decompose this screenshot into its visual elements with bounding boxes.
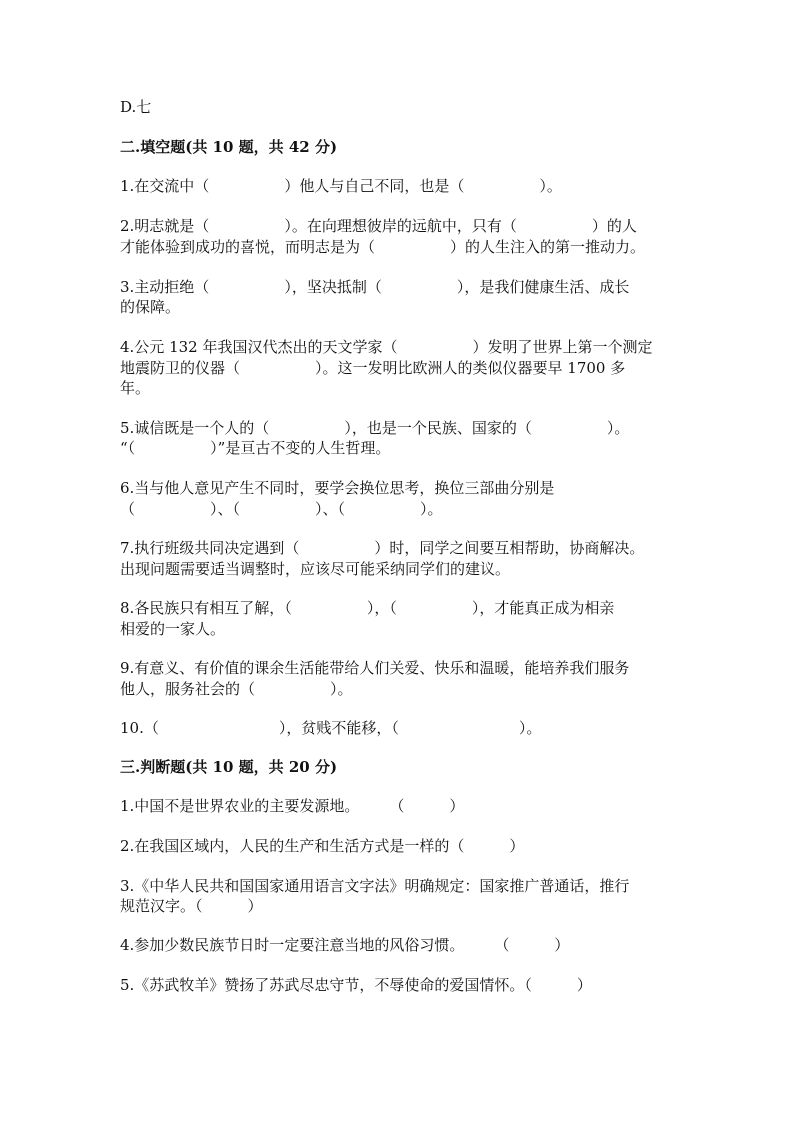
- judge-item-3-line-2: 规范汉字。（ ）: [120, 897, 263, 915]
- judge-item-4-line-1: 4.参加少数民族节日时一定要注意当地的风俗习惯。 （ ）: [120, 936, 570, 954]
- judge-item-2-line-1: 2.在我国区域内，人民的生产和生活方式是一样的（ ）: [120, 837, 525, 855]
- fill-item-9-line-1: 9.有意义、有价值的课余生活能带给人们关爱、快乐和温暖，能培养我们服务: [120, 659, 630, 677]
- judge-item-1-line-1: 1.中国不是世界农业的主要发源地。 （ ）: [120, 797, 465, 815]
- fill-item-3-line-1: 3.主动拒绝（ ），坚决抵制（ ），是我们健康生活、成长: [120, 278, 630, 296]
- fill-item-8-line-1: 8.各民族只有相互了解，（ ），（ ），才能真正成为相亲: [120, 599, 615, 617]
- option-d: D.七: [120, 98, 152, 116]
- fill-item-2-line-2: 才能体验到成功的喜悦，而明志是为（ ）的人生注入的第一推动力。: [120, 238, 646, 256]
- fill-item-7-line-1: 7.执行班级共同决定遇到（ ）时，同学之间要互相帮助，协商解决。: [120, 539, 645, 557]
- fill-item-5-line-2: “（ ）”是亘古不变的人生哲理。: [120, 439, 391, 457]
- fill-item-2-line-1: 2.明志就是（ ）。在向理想彼岸的远航中，只有（ ）的人: [120, 217, 637, 235]
- fill-item-4-line-3: 年。: [120, 379, 151, 397]
- fill-item-4-line-2: 地震防卫的仪器（ ）。这一发明比欧洲人的类似仪器要早 1700 多: [120, 359, 626, 377]
- section-2-title: 二.填空题(共 10 题，共 42 分): [120, 138, 338, 156]
- judge-item-3-line-1: 3.《中华人民共和国国家通用语言文字法》明确规定：国家推广普通话，推行: [120, 877, 630, 895]
- fill-item-6-line-1: 6.当与他人意见产生不同时，要学会换位思考，换位三部曲分别是: [120, 479, 555, 497]
- fill-item-1-line-1: 1.在交流中（ ）他人与自己不同，也是（ ）。: [120, 177, 562, 195]
- fill-item-4-line-1: 4.公元 132 年我国汉代杰出的天文学家（ ）发明了世界上第一个测定: [120, 338, 653, 356]
- judge-item-5-line-1: 5.《苏武牧羊》赞扬了苏武尽忠守节，不辱使命的爱国情怀。（ ）: [120, 976, 592, 994]
- fill-item-10-line-1: 10.（ ），贫贱不能移，（ ）。: [120, 719, 542, 737]
- section-3-title: 三.判断题(共 10 题，共 20 分): [120, 758, 338, 776]
- fill-item-5-line-1: 5.诚信既是一个人的（ ），也是一个民族、国家的（ ）。: [120, 419, 630, 437]
- fill-item-6-line-2: （ ）、（ ）、（ ）。: [120, 500, 443, 518]
- fill-item-9-line-2: 他人，服务社会的（ ）。: [120, 680, 353, 698]
- fill-item-8-line-2: 相爱的一家人。: [120, 620, 226, 638]
- fill-item-3-line-2: 的保障。: [120, 298, 181, 316]
- fill-item-7-line-2: 出现问题需要适当调整时，应该尽可能采纳同学们的建议。: [120, 560, 511, 578]
